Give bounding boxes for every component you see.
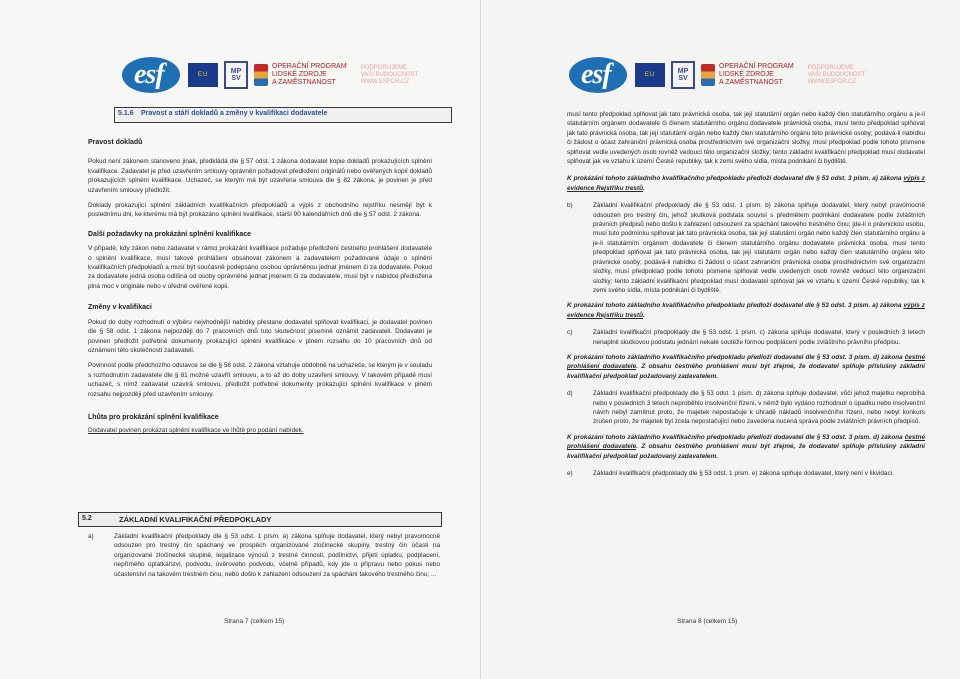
op-lzz-logo: OPERAČNÍ PROGRAM LIDSKÉ ZDROJE A ZAMĚSTNANOST [254,63,347,87]
heading-pravost: Pravost dokladů [88,139,143,146]
paragraph: Dodavatel povinen prokázat splnění kvalifikace ve lhůtě pro podání nabídek. [88,427,304,435]
op-lzz-logo: OPERAČNÍ PROGRAM LIDSKÉ ZDROJE A ZAMĚSTNANOST [701,63,794,87]
page-number-right: Strana 8 (celkem 15) [677,618,738,625]
note: K prokázání tohoto základního kvalifikačního předpokladu předloží dodavatel dle § 53 odst. 3 písm. a) zákona výpis z evidence Rejstříku trestů. [567,302,925,319]
esf-logo: esf [569,53,629,97]
esf-logo: esf [122,53,182,97]
paragraph: Pokud není zákonem stanoveno jinak, předkládá dle § 57 odst. 1 zákona dodavatel kopie dokladů prokazujících splnění kvalifikace. Zadavatel je před uzavřením smlouvy oprávněn požadovat předložení originálů nebo ověřených kopií dokladů prokazujících splnění kvalifikace. Uchazeč, se kterým má být uzavřena smlouva dle § 82 zákona, je povinen je před uzavřením smlouvy předložit. [88,158,432,194]
left-list [88,532,440,585]
left-body [88,138,432,442]
list-item: b) Základní kvalifikační předpoklady dle § 53 odst. 1 písm. b) zákona splňuje dodavatel, který nebyl pravomocně odsouzen pro trestný čin, jehož skutková podstata souvisí s předmětem podnikání dodavatele podle zvláštních právních předpisů nebo došlo k zahlazení odsouzení za spáchání takového trestného činu; jde-li o právnickou osobu, musí tuto podmínku splňovat jak tato právnická osoba, tak její statutární orgán nebo každý člen statutárního orgánu a je-li statutárním orgánem dodavatele či členem statutárního orgánu dodavatele právnická osoba, musí tento předpoklad splňovat jak tato právnická osoba, tak její statutární orgán nebo každý člen statutárního orgánu této právnické osoby; podává-li nabídku či žádost o účast zahraniční právnická osoba prostřednictvím své organizační složky, musí předpoklad podle tohoto písmene splňovat vedle uvedených osob rovněž vedoucí této organizační složky; tento základní kvalifikační předpoklad musí dodavatel splňovat jak ve vztahu k území České republiky, tak k zemi svého sídla, místa podnikání či bydliště. [567,202,925,294]
section-heading-5-2: 5.2 ZÁKLADNÍ KVALIFIKAČNÍ PŘEDPOKLADY [78,512,442,527]
op-slogan: PODPORUJEME VAŠI BUDOUCNOST WWW.ESFCR.CZ [360,64,419,85]
heading-zmeny: Změny v kvalifikaci [88,304,152,312]
eu-flag-icon: EU [188,63,218,87]
list-item: a) Základní kvalifikační předpoklady dle § 53 odst. 1 písm. a) zákona splňuje dodavatel, který nebyl pravomocně odsouzen pro trestný čin spáchaný ve prospěch organizované zločinecké skupiny, trestný čin účasti na organizované zločinecké skupině, legalizace výnosů z trestné činnosti, podílnictví, přijetí úplatku, podplacení, nepřímého úplatkářství, podvodu, úvěrového podvodu, včetně případů, kdy jde o přípravu nebo pokus nebo účastenství na takovém trestném činu, nebo došlo k zahlazení odsouzení za spáchání takového trestného činu; ... [88,533,440,578]
logo-bar-left [122,52,418,98]
heading-lhuta: Lhůta pro prokázání splnění kvalifikace [88,413,219,421]
heading-dalsi-pozadavky: Další požadavky na prokázání splnění kvalifikace [88,230,252,238]
eu-flag-icon: EU [635,63,665,87]
list-item: c) Základní kvalifikační předpoklady dle § 53 odst. 1 písm. c) zákona splňuje dodavatel, který v posledních 3 letech nenaplnil skutkovou podstatu jednání nekalé soutěže formou podplácení podle zvláštního právního předpisu. [567,329,925,346]
list-item: d) Základní kvalifikační předpoklady dle § 53 odst. 1 písm. d) zákona splňuje dodavatel, vůči jehož majetku neprobíhá nebo v posledních 3 letech neproběhlo insolvenční řízení, v němž bylo vydáno rozhodnutí o úpadku nebo insolvenční návrh nebyl zamítnut proto, že majetek nepostačuje k úhradě nákladů insolvenčního řízení, nebo nebyl konkurs zrušen proto, že majetek byl zcela nepostačující nebo zavedena nucená správa podle zvláštních právních předpisů. [567,390,925,426]
list-item: e) Základní kvalifikační předpoklady dle § 53 odst. 1 písm. e) zákona splňuje dodavatel, který není v likvidaci. [567,470,894,477]
paragraph: Pokud do doby rozhodnutí o výběru nejvhodnější nabídky přestane dodavatel splňovat kvalifikaci, je dodavatel povinen dle § 58 odst. 1 zákona nejpozději do 7 pracovních dnů tuto skutečnost písemně oznámit zadavateli. Dodavatel je povinen předložit potřebné dokumenty prokazující splnění kvalifikace v plném rozsahu do 10 pracovních dnů od oznámení této skutečnosti zadavateli. [88,318,432,354]
paragraph: Povinnost podle předchozího odstavce se dle § 58 odst. 2 zákona vztahuje obdobně na uchazeče, se kterým je v souladu s rozhodnutím zadavatele dle § 81 možné uzavřít smlouvu, a to až do doby uzavření smlouvy. V takovém případě musí uchazeč, s nímž zadavatel uzavírá smlouvu, předložit potřebné dokumenty prokazující splnění kvalifikace v plném rozsahu nejpozději před uzavřením smlouvy. [88,362,432,398]
right-body [567,110,925,484]
mpsv-logo: MP SV [671,61,695,89]
paragraph: V případě, kdy zákon nebo zadavatel v rámci prokázání kvalifikace požaduje předložení čestného prohlášení dodavatele o splnění kvalifikace, musí takové prohlášení obsahovat zákonem a zadavatelem požadované údaje o splnění kvalifikačních předpokladů a musí být současně podepsáno osobou oprávněnou jednat jménem či za dodavatele. Pokud za dodavatele jedná osoba odlišná od osoby oprávněné jednat jménem či za dodavatele, musí být v nabídce předložena plná moc v originále nebo v úředně ověřené kopii. [88,245,432,290]
note: K prokázání tohoto základního kvalifikačního předpokladu předloží dodavatel dle § 53 odst. 3 písm. a) zákona výpis z evidence Rejstříku trestů. [567,175,925,192]
logo-bar-right [569,52,865,98]
mpsv-logo: MP SV [224,61,248,89]
page-number-left: Strana 7 (celkem 15) [224,618,285,625]
section-heading-5-1-6: 5.1.6 Pravost a stáří dokladů a změny v kvalifikaci dodavatele [114,107,452,123]
paragraph: musí tento předpoklad splňovat jak tato právnická osoba, tak její statutární orgán nebo každý člen statutárního orgánu a je-li statutárním orgánem dodavatele či členem statutárního orgánu dodavatele právnická osoba, musí tento předpoklad splňovat jak tato právnická osoba, tak její statutární orgán nebo každý člen statutárního orgánu této právnické osoby; podává-li nabídku či žádost o účast zahraniční právnická osoba prostřednictvím své organizační složky, musí předpoklad podle tohoto písmene splňovat vedle uvedených osob rovněž vedoucí této organizační složky; tento základní kvalifikační předpoklad musí dodavatel splňovat jak ve vztahu k území České republiky, tak k zemi svého sídla, místa podnikání či bydliště. [567,111,925,166]
paragraph: Doklady prokazující splnění základních kvalifikačních předpokladů a výpis z obchodního rejstříku nesmějí být k poslednímu dni, ke kterému má být prokázáno splnění kvalifikace, starší 90 kalendářních dnů dle § 57 odst. 2 zákona. [88,202,432,219]
note: K prokázání tohoto základního kvalifikačního předpokladu předloží dodavatel dle § 53 odst. 3 písm. d) zákona čestné prohlášení dodavatele. Z obsahu čestného prohlášení musí být zřejmé, že dodavatel splňuje příslušný základní kvalifikační předpoklad požadovaný zadavatelem. [567,353,925,380]
page-right [480,0,960,679]
note: K prokázání tohoto základního kvalifikačního předpokladu předloží dodavatel dle § 53 odst. 3 písm. d) zákona čestné prohlášení dodavatele. Z obsahu čestného prohlášení musí být zřejmé, že dodavatel splňuje příslušný základní kvalifikační předpoklad požadovaný zadavatelem. [567,433,925,460]
op-slogan: PODPORUJEME VAŠI BUDOUCNOST WWW.ESFCR.CZ [807,64,866,85]
